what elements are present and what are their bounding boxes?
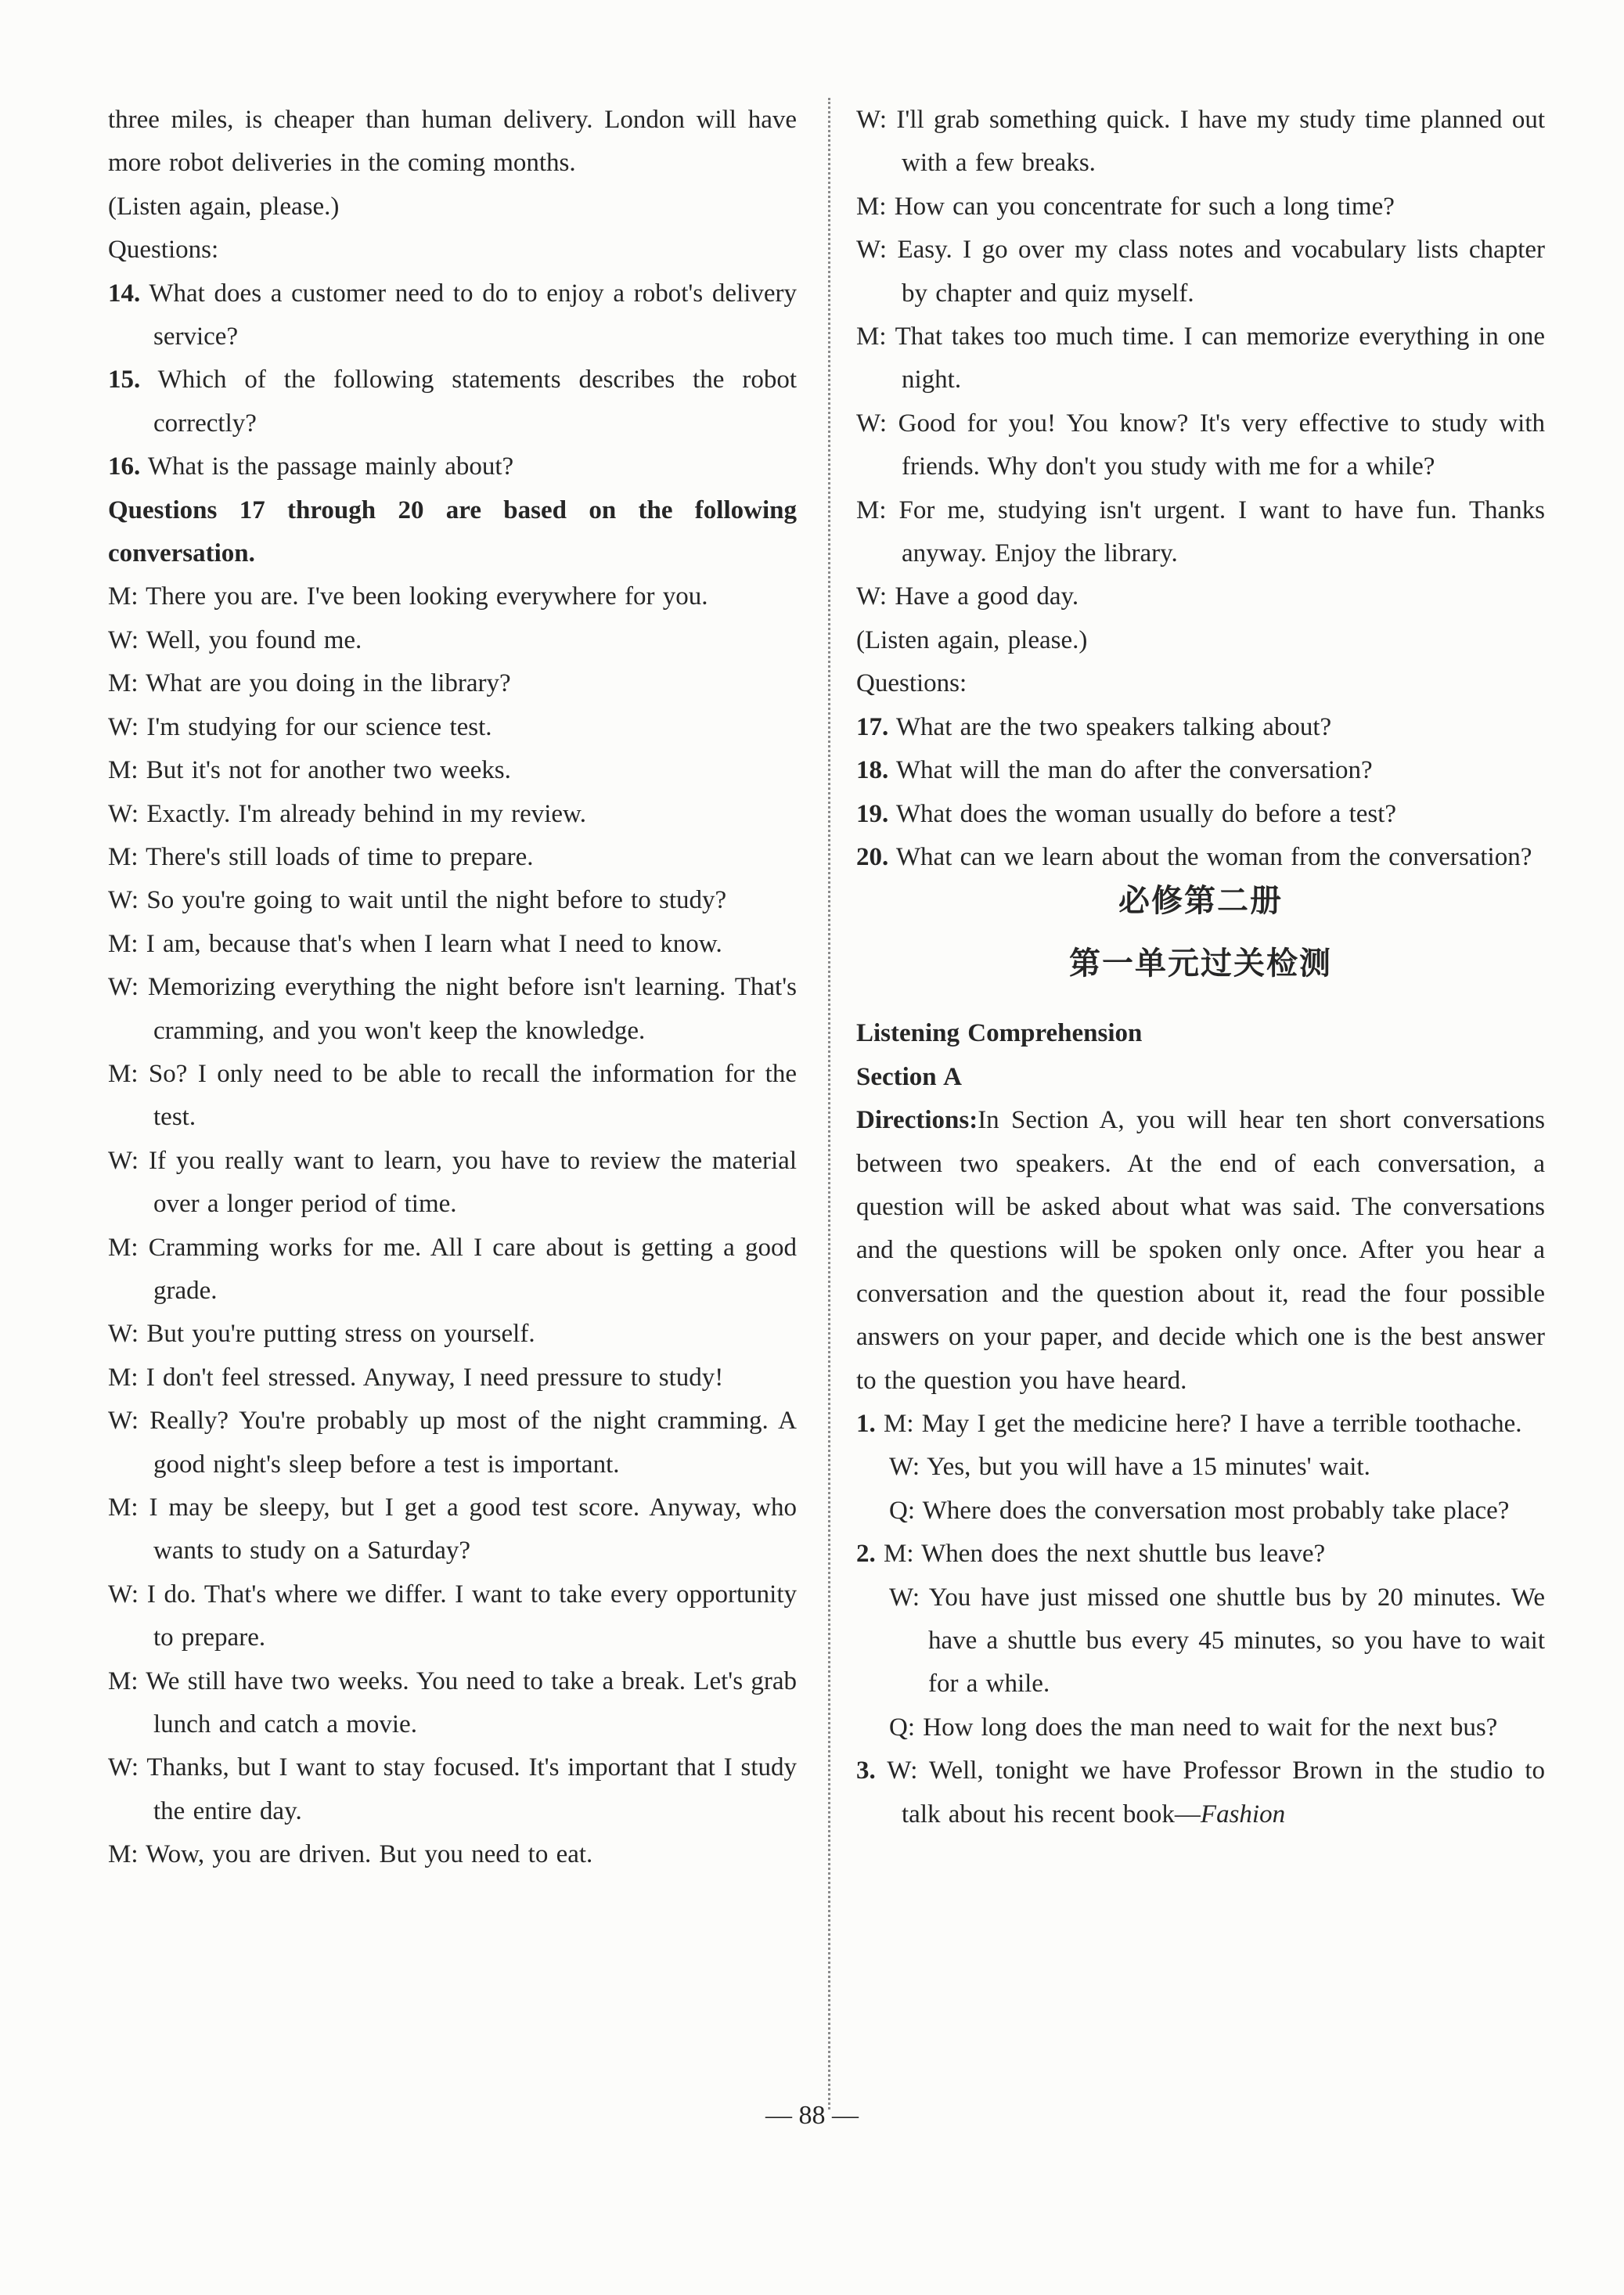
listening-item: [856, 1403, 1545, 1446]
column-divider: [828, 98, 830, 2109]
question-text: Which of the following statements describes the robot correctly?: [153, 366, 798, 438]
question-number: 19.: [856, 799, 889, 828]
dialog-line: M: We still have two weeks. You need to take a break. Let's grab lunch and catch a movie.: [108, 1666, 797, 1739]
question-text: What will the man do after the conversation?: [895, 756, 1373, 785]
dialog-line: W: If you really want to learn, you have to review the material over a longer period of time.: [108, 1146, 797, 1219]
question-item: [856, 793, 1545, 836]
listening-title: Listening Comprehension: [856, 1019, 1143, 1048]
dialog-line: M: I may be sleepy, but I get a good test score. Anyway, who wants to study on a Saturday?: [108, 1493, 797, 1565]
question-item: [856, 836, 1545, 879]
question-number: 17.: [856, 712, 889, 741]
dialog-line: W: Really? You're probably up most of the night cramming. A good night's sleep before a test is important.: [108, 1407, 797, 1479]
right-column: [856, 99, 1545, 1836]
question-text: What are the two speakers talking about?: [895, 712, 1332, 741]
unit-heading: 第一单元过关检测: [1069, 946, 1332, 982]
book-title-italic: Fashion: [1200, 1800, 1286, 1828]
dialog-line: W: Good for you! You know? It's very effective to study with friends. Why don't you study with me for a while?: [856, 409, 1545, 481]
item-first-line: M: May I get the medicine here? I have a terrible toothache.: [884, 1409, 1522, 1438]
directions-label: Directions:: [856, 1106, 978, 1135]
question-text: What does a customer need to do to enjoy a robot's delivery service?: [149, 279, 797, 351]
dialog-line: W: Have a good day.: [856, 582, 1079, 611]
question-item: [856, 749, 1545, 792]
dialog-line: M: Wow, you are driven. But you need to eat.: [108, 1840, 593, 1869]
question-number: 14.: [108, 279, 141, 308]
item-number: 2.: [856, 1540, 876, 1569]
question-number: 15.: [108, 366, 141, 395]
listening-item: [856, 1533, 1545, 1576]
dialog-line: W: I do. That's where we differ. I want to take every opportunity to prepare.: [108, 1580, 797, 1652]
section-title: Section A: [856, 1062, 962, 1091]
question-number: 16.: [108, 452, 141, 481]
paragraph: Questions:: [108, 236, 219, 265]
dialog-line: M: For me, studying isn't urgent. I want to have fun. Thanks anyway. Enjoy the library.: [856, 495, 1545, 568]
dialog-line: M: I am, because that's when I learn what I need to know.: [108, 929, 722, 958]
item-sub-line: W: Yes, but you will have a 15 minutes' wait.: [889, 1453, 1370, 1482]
question-item: [856, 706, 1545, 749]
listen-again: (Listen again, please.): [856, 625, 1088, 654]
question-number: 18.: [856, 756, 889, 785]
dialog-line: W: So you're going to wait until the night before to study?: [108, 886, 727, 915]
question-text: What is the passage mainly about?: [147, 452, 514, 481]
item-number: 3.: [856, 1756, 876, 1785]
item-sub-line: Q: Where does the conversation most probably take place?: [889, 1496, 1510, 1525]
dialog-line: M: That takes too much time. I can memorize everything in one night.: [856, 322, 1545, 395]
book-heading: 必修第二册: [1118, 883, 1283, 920]
page-number: — 88 —: [765, 2101, 859, 2130]
question-text: What does the woman usually do before a test?: [895, 799, 1397, 828]
item-sub-line: Q: How long does the man need to wait for the next bus?: [889, 1713, 1498, 1742]
item-first-line: W: Well, tonight we have Professor Brown in the studio to talk about his recent book—: [887, 1756, 1546, 1828]
dialog-line: W: Memorizing everything the night before isn't learning. That's cramming, and you won't keep the knowledge.: [108, 973, 797, 1045]
dialog-line: M: There's still loads of time to prepare.: [108, 842, 534, 871]
questions-label: Questions:: [856, 669, 967, 698]
dialog-line: M: Cramming works for me. All I care about is getting a good grade.: [108, 1233, 797, 1305]
dialog-line: W: But you're putting stress on yourself.: [108, 1320, 535, 1349]
item-first-line: M: When does the next shuttle bus leave?: [884, 1540, 1326, 1569]
dialog-line: M: So? I only need to be able to recall the information for the test.: [108, 1059, 797, 1132]
section-instruction: Questions 17 through 20 are based on the following conversation.: [108, 495, 797, 568]
dialog-line: M: But it's not for another two weeks.: [108, 756, 511, 785]
dialog-line: M: What are you doing in the library?: [108, 669, 511, 698]
left-column: [108, 99, 797, 1877]
directions-text: In Section A, you will hear ten short conversations between two speakers. At the end of each conversation, a question will be asked about what was said. The conversations and the questions will be spoken only once. After you hear a conversation and the question about it, read the four possible answers on your paper, and decide which one is the best answer to the question you have heard.: [856, 1106, 1545, 1395]
question-item: [108, 358, 797, 445]
dialog-line: W: Exactly. I'm already behind in my review.: [108, 799, 586, 828]
dialog-line: W: Thanks, but I want to stay focused. It's important that I study the entire day.: [108, 1753, 797, 1825]
dialog-line: W: Well, you found me.: [108, 625, 362, 654]
question-item: [108, 272, 797, 359]
dialog-line: M: How can you concentrate for such a long time?: [856, 192, 1395, 221]
listening-item: [856, 1749, 1545, 1836]
item-number: 1.: [856, 1409, 876, 1438]
dialog-line: W: Easy. I go over my class notes and vocabulary lists chapter by chapter and quiz myself.: [856, 236, 1545, 308]
question-number: 20.: [856, 842, 889, 871]
dialog-line: M: There you are. I've been looking everywhere for you.: [108, 582, 708, 611]
paragraph: (Listen again, please.): [108, 192, 340, 221]
directions: [856, 1099, 1545, 1403]
dialog-line: W: I'm studying for our science test.: [108, 712, 492, 741]
question-item: [108, 445, 797, 488]
dialog-line: W: I'll grab something quick. I have my study time planned out with a few breaks.: [856, 106, 1545, 178]
dialog-line: M: I don't feel stressed. Anyway, I need pressure to study!: [108, 1363, 724, 1392]
paragraph: three miles, is cheaper than human delivery. London will have more robot deliveries in the coming months.: [108, 106, 797, 178]
item-sub-line: W: You have just missed one shuttle bus by 20 minutes. We have a shuttle bus every 45 minutes, so you have to wait for a while.: [889, 1583, 1545, 1699]
question-text: What can we learn about the woman from the conversation?: [895, 842, 1532, 871]
